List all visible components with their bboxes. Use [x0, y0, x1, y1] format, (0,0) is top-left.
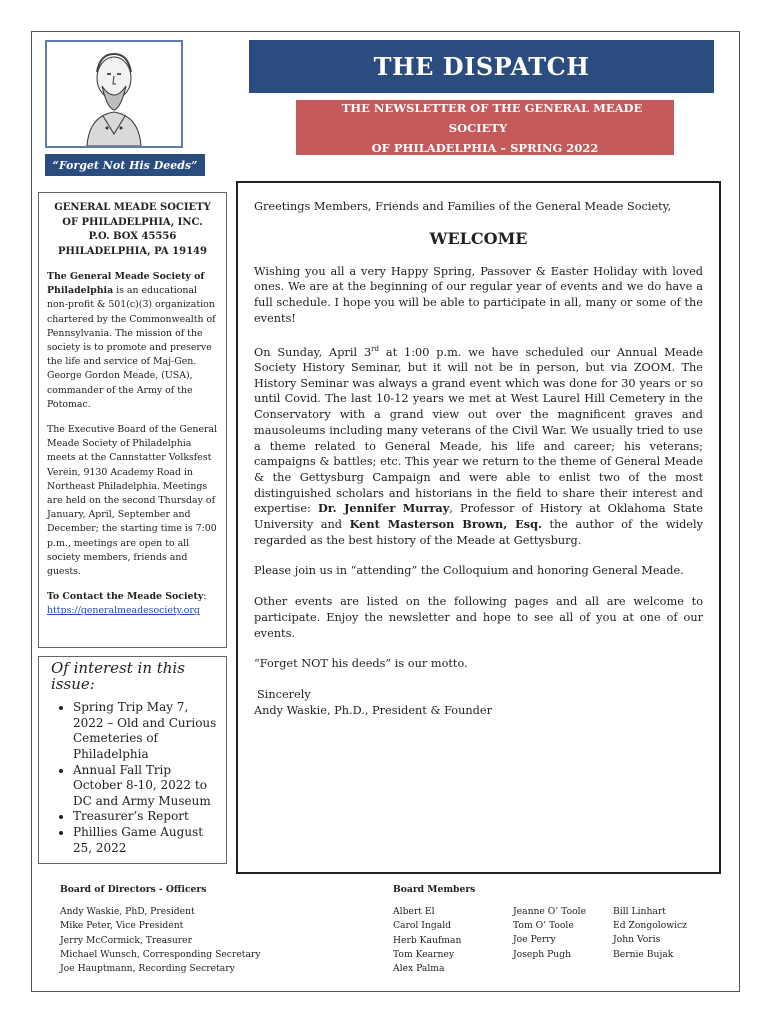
members-heading: Board Members — [393, 884, 476, 895]
officer-name: Jerry McCormick, Treasurer — [60, 934, 193, 946]
closing-block — [254, 687, 703, 718]
officers-heading: Board of Directors - Officers — [60, 884, 207, 895]
welcome-heading: WELCOME — [429, 228, 528, 248]
motto-text: “Forget Not His Deeds” — [52, 158, 198, 172]
signature: Andy Waskie, Ph.D., President & Founder — [254, 703, 492, 717]
letter-paragraph: Please join us in “attending” the Colloquium and honoring General Meade. — [254, 564, 684, 578]
seminar-text: at 1:00 p.m. we have scheduled our Annual Meade Society History Seminar, but it will not be in person, but via ZOOM. The History Seminar was always a grand event which was done for 30 years or so until Covid. The last 10-12 years we met at West Laurel Hill Cemetery in the Conservatory with a grand view out over the magnificent graves and mausoleums including many veterans of the Civil War. We usually tried to use a theme related to General Meade, his life and career; his veterans; campaigns & battles; etc. This year we return to the theme of General Meade & the Gettysburg Campaign and were able to enlist two of the most distinguished scholars and historians in the field to share their interest and expertise: — [254, 345, 703, 516]
member-name: Albert El — [393, 906, 435, 918]
newsletter-title: THE DISPATCH — [373, 52, 590, 81]
member-name: Ed Zongolowicz — [613, 920, 688, 932]
society-website-link[interactable]: https://generalmeadesociety.org — [47, 605, 200, 617]
seminar-text: the author of the widely regarded as the best history of the Meade at Gettysburg. — [254, 518, 703, 547]
list-item: • Spring Trip May 7, 2022 – Old and Curious Cemeteries of Philadelphia — [73, 700, 218, 762]
members-column-2 — [513, 905, 586, 962]
members-column-1 — [393, 883, 475, 976]
greeting: Greetings Members, Friends and Families of the General Meade Society, — [254, 200, 672, 213]
officers-list — [60, 905, 261, 976]
member-name: Tom Kearney — [393, 948, 455, 960]
members-list — [613, 905, 687, 962]
address-line: P.O. BOX 45556 — [88, 231, 177, 242]
member-name: Alex Palma — [393, 963, 445, 975]
subtitle-line-1: THE NEWSLETTER OF THE GENERAL MEADE SOCIETY — [341, 100, 643, 135]
closing: Sincerely — [257, 687, 311, 701]
in-this-issue-box — [38, 656, 227, 864]
officer-name: Mike Peter, Vice President — [60, 920, 184, 932]
contact-info — [47, 590, 218, 618]
motto-line: “Forget NOT his deeds” is our motto. — [254, 657, 468, 671]
subtitle-line-2: OF PHILADELPHIA – SPRING 2022 — [371, 140, 599, 155]
newsletter-subtitle — [296, 98, 674, 158]
newsletter-title-bar — [249, 40, 714, 93]
contact-suffix: : — [203, 591, 207, 603]
motto-banner — [45, 154, 205, 176]
in-this-issue-title: Of interest in this issue: — [51, 659, 185, 693]
letter-paragraph: Other events are listed on the following pages and all are welcome to participate. Enjoy the newsletter and hope to see all of you at one of our events. — [254, 595, 703, 640]
society-about-text: is an educational non-profit & 501(c)(3) organization chartered by the Commonwealth of Pennsylvania. The mission of the society is to promote and preserve the life and service of Maj-Gen. George Gordon Meade, (USA), commander of the Army of the Potomac. — [47, 285, 216, 410]
society-about — [47, 270, 218, 412]
speaker-name: Kent Masterson Brown, Esq. — [349, 517, 542, 532]
list-item: • Phillies Game August 25, 2022 — [73, 825, 218, 856]
in-this-issue-list — [47, 700, 218, 856]
member-name: John Voris — [613, 934, 661, 946]
letter-paragraph-seminar — [254, 342, 703, 549]
member-name: Herb Kaufman — [393, 934, 462, 946]
member-name: Jeanne O’ Toole — [513, 906, 587, 917]
society-info-box — [38, 192, 227, 648]
board-meeting-info: The Executive Board of the General Meade Society of Philadelphia meets at the Cannstatter Volksfest Verein, 9130 Academy Road in Northeast Philadelphia. Meetings are held on the second Thursday of January, April, September and December; the starting time is 7:00 p.m., meetings are open to all society members, friends and guests. — [47, 424, 218, 578]
portrait-illustration — [47, 42, 181, 146]
seminar-text: , Professor of History at Oklahoma State University and — [254, 502, 703, 532]
members-column-3 — [613, 905, 687, 962]
member-name: Carol Ingald — [393, 920, 452, 932]
speaker-name: Dr. Jennifer Murray — [317, 501, 450, 516]
address-line: PHILADELPHIA, PA 19149 — [58, 245, 207, 257]
seminar-text: On Sunday, April 3 — [254, 345, 372, 359]
date-suffix: rd — [371, 344, 379, 353]
letter-paragraph: Wishing you all a very Happy Spring, Passover & Easter Holiday with loved ones. We are at the beginning of our regular year of events and we do have a full schedule. I hope you will be able to participate in all, many or some of the events! — [254, 264, 703, 325]
newsletter-subtitle-bar — [296, 100, 674, 155]
member-name: Joseph Pugh — [513, 948, 571, 960]
member-name: Joe Perry — [513, 934, 556, 946]
officer-name: Andy Waskie, PhD, President — [60, 906, 195, 918]
officer-name: Michael Wunsch, Corresponding Secretary — [60, 948, 261, 960]
society-address — [47, 201, 218, 259]
address-line: OF PHILADELPHIA, INC. — [62, 216, 203, 228]
member-name: Bernie Bujak — [613, 948, 674, 960]
general-meade-portrait — [45, 40, 183, 148]
list-item: • Annual Fall Trip October 8-10, 2022 to DC and Army Museum — [73, 763, 218, 810]
member-name: Bill Linhart — [613, 906, 666, 917]
members-list — [513, 905, 586, 962]
society-name-bold: The General Meade Society of Philadelphia — [47, 271, 205, 297]
officer-name: Joe Hauptmann, Recording Secretary — [60, 963, 235, 975]
list-item: • Treasurer’s Report — [73, 809, 218, 825]
address-line: GENERAL MEADE SOCIETY — [54, 202, 211, 213]
officers-column — [60, 883, 261, 976]
contact-label: To Contact the Meade Society — [47, 591, 204, 603]
welcome-letter — [236, 181, 721, 874]
member-name: Tom O’ Toole — [513, 920, 574, 932]
members-list — [393, 905, 475, 976]
